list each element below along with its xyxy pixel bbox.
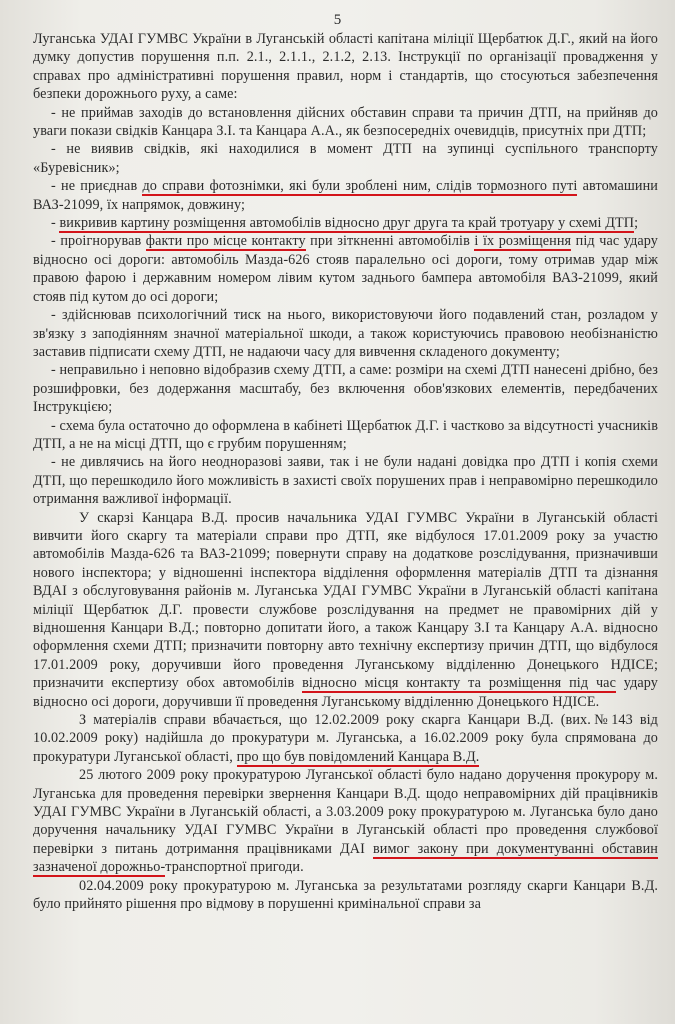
body-paragraph xyxy=(33,711,658,766)
body-paragraph xyxy=(33,509,658,711)
text-run: ; xyxy=(634,215,639,232)
list-item xyxy=(33,104,658,141)
text-run: під час удару відносно осі дороги: автомобіль Мазда-626 стояв паралельно осі дороги, тому отримав удар між правою фарою і державним номером лівим кутом заднього бампера автомобіля ВАЗ-21099, який стояв під кутом до осі дороги; xyxy=(33,233,658,305)
text-run: У скарзі Канцара В.Д. просив начальника УДАІ ГУМВС України в Луганській області вивчити його скаргу та матеріали справи про ДТП, яке відбулося 17.01.2009 року за участю автомобілів Мазда-626 та ВАЗ-21099; повернути справу на додаткове розслідування, призначивши нового інспектора; у відношенні інспектора відділення оформлення матеріалів ДТП та дізнання ВДАІ з обслуговування районів м. Луганська УДАІ ГУМВС України в Луганській області капітана міліції Щербатюк Д.Г. провести службове розслідування на предмет не правомірних дій у відношення Канцари В.Д.; повторно допитати його, а також Канцару З.І та Канцару А.А. відносно оформлення схеми ДТП; призначити повторну авто технічну експертизу причин ДТП, що відбулося 17.01.2009 року, доручивши його проведення Луганському відділенню Донецького НДІСЕ; призначити експертизу обох автомобілів xyxy=(33,509,658,692)
text-run: - не приймав заходів до встановлення дійсних обставин справи та причин ДТП, на прийняв до уваги покази свідків Канцара З.І. та Канцара А.А., як безпосередніх очевидців, присутніх при ДТП; xyxy=(33,104,658,140)
list-item xyxy=(33,417,658,454)
text-run: 02.04.2009 року прокуратурою м. Луганська за результатами розгляду скарги Канцари В.Д. було прийнято рішення про відмову в порушенні кримінальної справи за xyxy=(33,877,658,913)
list-item xyxy=(33,140,658,177)
red-underline-highlight: відносно місця контакту та розміщення під час xyxy=(302,675,616,692)
text-run: - не приєднав xyxy=(51,178,143,195)
text-run: транспортної пригоди. xyxy=(165,859,304,876)
text-run: - не дивлячись на його неодноразові заяви, так і не були надані довідка про ДТП і копія схеми ДТП, що перешкодило його можливість в захисті своїх порушених прав і неправомірно перешкодило отримання важливої інформації. xyxy=(33,454,658,508)
text-run: 25 лютого 2009 року прокуратурою Луганської області було надано доручення прокурору м. Луганська для проведення перевірки звернення Канцари В.Д. щодо неправомірних дій працівників УДАІ ГУМВС України в Луганській області, а 3.03.2009 року прокуратурою м. Луганська було дано доручення начальнику УДАІ ГУМВС України в Луганській області про проведення службової перевірки з питань дотримання працівниками ДАІ xyxy=(33,767,658,857)
text-run: - здійснював психологічний тиск на нього, використовуючи його подавлений стан, розладом у зв'язку з заподіянням значної матеріальної шкоди, а також користуючись правовою необізнаністю заставив підписати схему ДТП, не надаючи часу для вивчення складеного документу; xyxy=(33,307,658,360)
red-underline-highlight: про що був повідомлений Канцара В.Д. xyxy=(236,748,480,765)
text-run: - схема була остаточно до оформлена в кабінеті Щербатюк Д.Г. і частково за відсутності учасників ДТП, а не на місці ДТП, що є грубим порушенням; xyxy=(33,417,658,452)
list-item xyxy=(33,232,658,306)
list-item xyxy=(33,177,658,214)
text-run: - проігнорував xyxy=(51,233,146,250)
body-paragraph xyxy=(33,877,658,914)
text-run: - xyxy=(51,215,60,232)
page-number: 5 xyxy=(333,12,342,28)
text-run: - неправильно і неповно відобразив схему ДТП, а саме: розміри на схемі ДТП нанесені дрібно, без розшифровки, без додержання масштабу, без включення обов'язкових елементів, передбачених Інструкцією; xyxy=(33,362,658,416)
text-run: З матеріалів справи вбачається, що 12.02.2009 року скарга Канцари В.Д. (вих.№143 від 10.02.2009 року) надійшла до прокуратури м. Луганська, а 16.02.2009 року була спрямована до прокуратури Луганської області, xyxy=(33,712,658,765)
body-paragraph xyxy=(33,766,658,876)
text-run: - не виявив свідків, які находилися в момент ДТП на зупинці суспільного транспорту «Буревісник»; xyxy=(33,141,658,176)
red-underline-highlight: факти про місце контакту xyxy=(145,233,306,250)
text-run: удару відносно осі дороги, доручивши її проведення Луганському відділенню Донецького НДІСЕ. xyxy=(33,675,658,710)
red-underline-highlight: викривив картину розміщення автомобілів відносно друг друга та край тротуару у схемі ДТП xyxy=(59,215,635,232)
red-underline-highlight: і їх розміщення xyxy=(474,233,572,250)
intro-paragraph xyxy=(33,30,658,104)
list-item xyxy=(33,361,658,416)
list-item xyxy=(33,453,658,508)
red-underline-highlight: вимог закону при документуванні обставин зазначеної дорожньо- xyxy=(33,840,658,876)
red-underline-highlight: до справи фотознімки, які були зроблені ним, слідів тормозного путі xyxy=(142,178,578,195)
text-run: автомашини ВАЗ-21099, їх напрямок, довжину; xyxy=(33,178,658,213)
text-run: Луганська УДАІ ГУМВС України в Луганській області капітана міліції Щербатюк Д.Г., який на його думку допустив порушення п.п. 2.1., 2.1.1., 2.1.2, 2.13. Інструкції по організації провадження у справах про адміністративні порушення правил, норм і стандартів, що стосуються забезпечення безпеки дорожнього руху, а саме: xyxy=(33,31,658,103)
text-run: при зіткненні автомобілів xyxy=(305,233,475,250)
list-item xyxy=(33,214,658,232)
list-item xyxy=(33,306,658,361)
document-body xyxy=(33,30,658,914)
